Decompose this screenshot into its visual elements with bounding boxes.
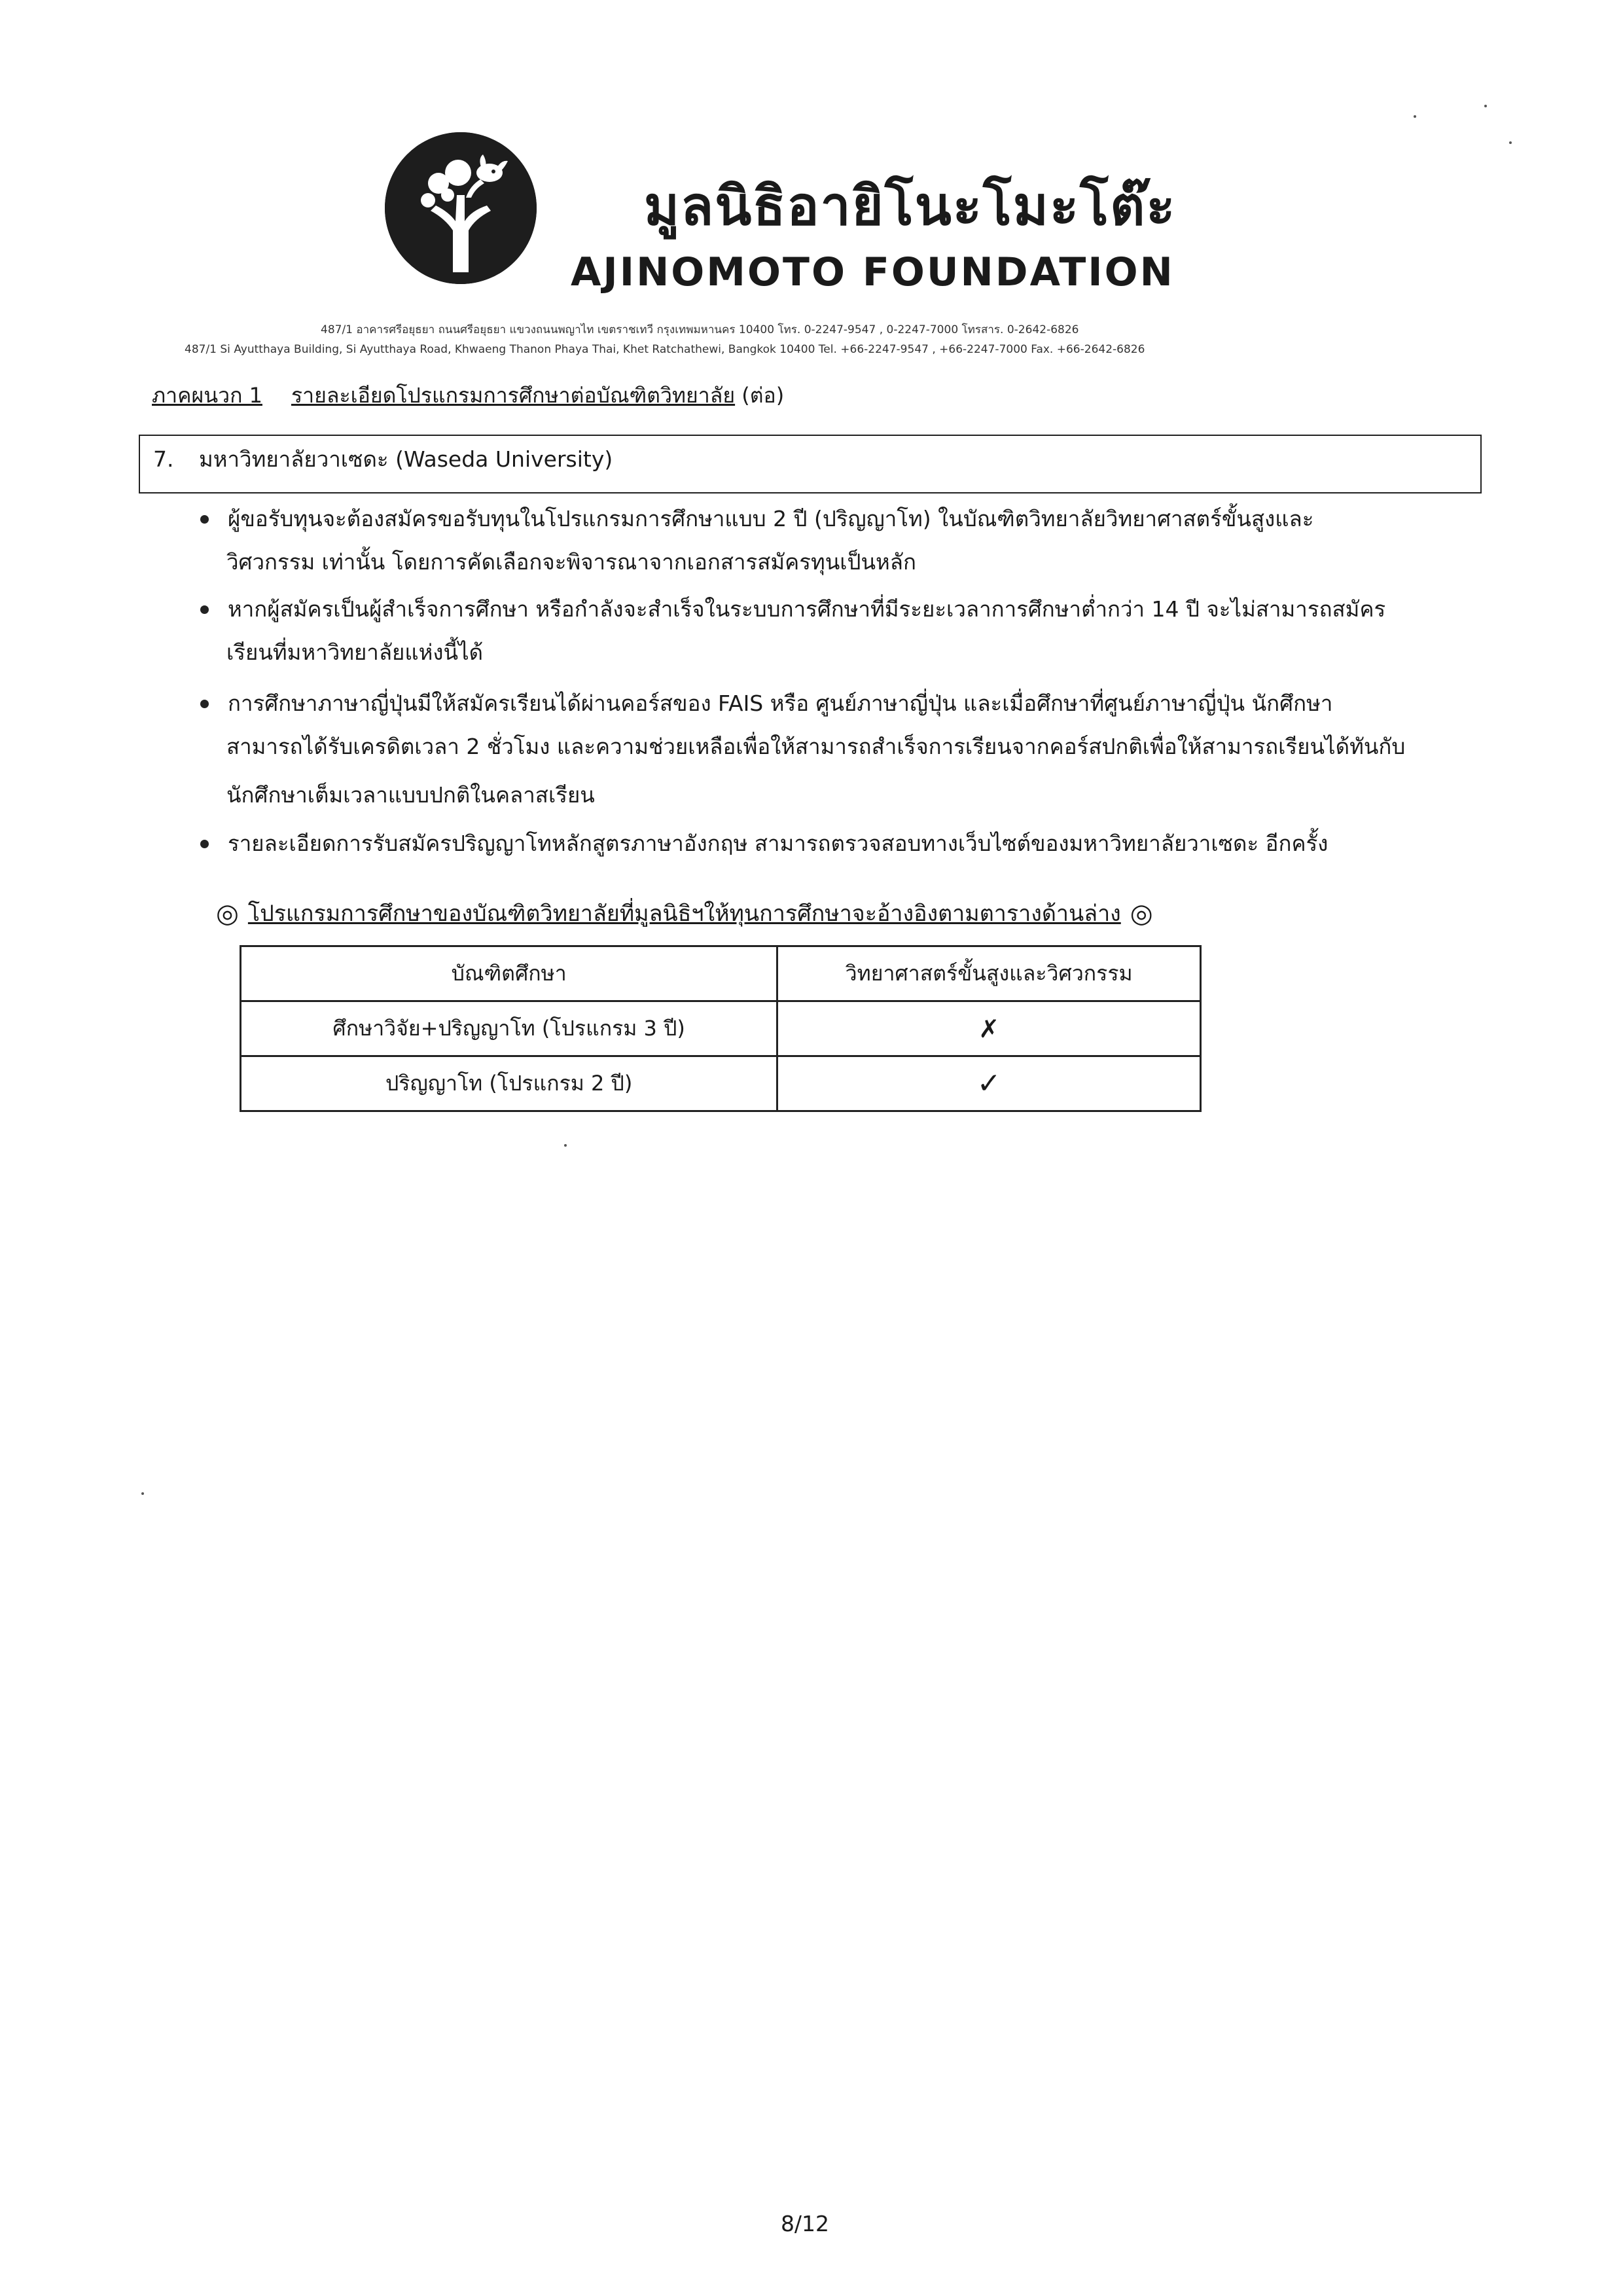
program-eligibility-table xyxy=(240,945,1202,1112)
list-item-line: หากผู้สมัครเป็นผู้สำเร็จการศึกษา หรือกำลังจะสำเร็จในระบบการศึกษาที่มีระยะเวลาการศึกษาต่ำกว่า 14 ปี จะไม่สามารถสมัคร xyxy=(228,596,1386,622)
bullseye-icon: ◎ xyxy=(1130,899,1153,929)
table-cell-program: ปริญญาโท (โปรแกรม 2 ปี) xyxy=(241,1056,777,1111)
bullseye-icon: ◎ xyxy=(216,899,239,929)
appendix-heading xyxy=(152,380,784,411)
scan-speck xyxy=(1509,141,1512,144)
list-item-line: ผู้ขอรับทุนจะต้องสมัครขอรับทุนในโปรแกรมการศึกษาแบบ 2 ปี (ปริญญาโท) ในบัณฑิตวิทยาลัยวิทยาศาสตร์ขั้นสูงและ xyxy=(228,506,1314,531)
appendix-suffix: (ต่อ) xyxy=(741,383,785,408)
page-number: 8/12 xyxy=(780,2211,830,2236)
list-item-line: การศึกษาภาษาญี่ปุ่นมีให้สมัครเรียนได้ผ่านคอร์สของ FAIS หรือ ศูนย์ภาษาญี่ปุ่น และเมื่อศึกษาที่ศูนย์ภาษาญี่ปุ่น นักศึกษา xyxy=(228,691,1333,716)
university-name: มหาวิทยาลัยวาเซดะ (Waseda University) xyxy=(199,446,613,472)
list-item-line: วิศวกรรม เท่านั้น โดยการคัดเลือกจะพิจารณาจากเอกสารสมัครทุนเป็นหลัก xyxy=(226,549,917,575)
program-table-heading-text: โปรแกรมการศึกษาของบัณฑิตวิทยาลัยที่มูลนิธิฯให้ทุนการศึกษาจะอ้างอิงตามตารางด้านล่าง xyxy=(247,901,1121,927)
list-item-line: สามารถได้รับเครดิตเวลา 2 ชั่วโมง และความช่วยเหลือเพื่อให้สามารถสำเร็จการเรียนจากคอร์สปกติเพื่อให้สามารถเรียนได้ทันกับ xyxy=(226,734,1406,759)
check-mark-icon: ✓ xyxy=(976,1067,1001,1100)
address-thai: 487/1 อาคารศรีอยุธยา ถนนศรีอยุธยา แขวงถนนพญาไท เขตราชเทวี กรุงเทพมหานคร 10400 โทร. 0-2247-9547 , 0-2247-7000 โทรสาร. 0-2642-6826 xyxy=(321,323,1079,336)
table-header-cell: บัณฑิตศึกษา xyxy=(241,946,777,1001)
bullet-icon xyxy=(200,515,209,524)
foundation-name-english: AJINOMOTO FOUNDATION xyxy=(571,249,1175,295)
table-cell-program: ศึกษาวิจัย+ปริญญาโท (โปรแกรม 3 ปี) xyxy=(241,1001,777,1056)
list-item-line: นักศึกษาเต็มเวลาแบบปกติในคลาสเรียน xyxy=(226,782,595,808)
list-item-line: เรียนที่มหาวิทยาลัยแห่งนี้ได้ xyxy=(226,639,484,665)
table-cell-mark xyxy=(777,1001,1201,1056)
university-number: 7. xyxy=(153,446,174,472)
university-heading-box xyxy=(139,435,1482,493)
scan-speck xyxy=(1484,105,1487,107)
scan-speck xyxy=(141,1492,144,1495)
table-header-cell: วิทยาศาสตร์ขั้นสูงและวิศวกรรม xyxy=(777,946,1201,1001)
cross-mark-icon: ✗ xyxy=(978,1014,1000,1043)
foundation-name-thai: มูลนิธิอายิโนะโมะโต๊ะ xyxy=(644,175,1177,238)
appendix-title: รายละเอียดโปรแกรมการศึกษาต่อบัณฑิตวิทยาลัย xyxy=(291,383,736,408)
bullet-icon xyxy=(200,840,209,848)
scan-speck xyxy=(564,1144,567,1147)
address-english: 487/1 Si Ayutthaya Building, Si Ayutthaya Road, Khwaeng Thanon Phaya Thai, Khet Ratchathewi, Bangkok 10400 Tel. +66-2247-9547 , +66-2247-7000 Fax. +66-2642-6826 xyxy=(185,343,1145,356)
table-header-row xyxy=(241,946,1201,1001)
bullet-icon xyxy=(200,700,209,708)
appendix-label: ภาคผนวก 1 xyxy=(152,383,262,408)
table-cell-mark xyxy=(777,1056,1201,1111)
scan-speck xyxy=(1414,115,1416,118)
bullet-icon xyxy=(200,605,209,614)
table-row xyxy=(241,1001,1201,1056)
ajinomoto-foundation-tree-logo-icon xyxy=(385,132,537,284)
program-table-heading xyxy=(216,895,1153,932)
list-item-line: รายละเอียดการรับสมัครปริญญาโทหลักสูตรภาษาอังกฤษ สามารถตรวจสอบทางเว็บไซต์ของมหาวิทยาลัยวาเซดะ อีกครั้ง xyxy=(228,831,1329,856)
table-row xyxy=(241,1056,1201,1111)
